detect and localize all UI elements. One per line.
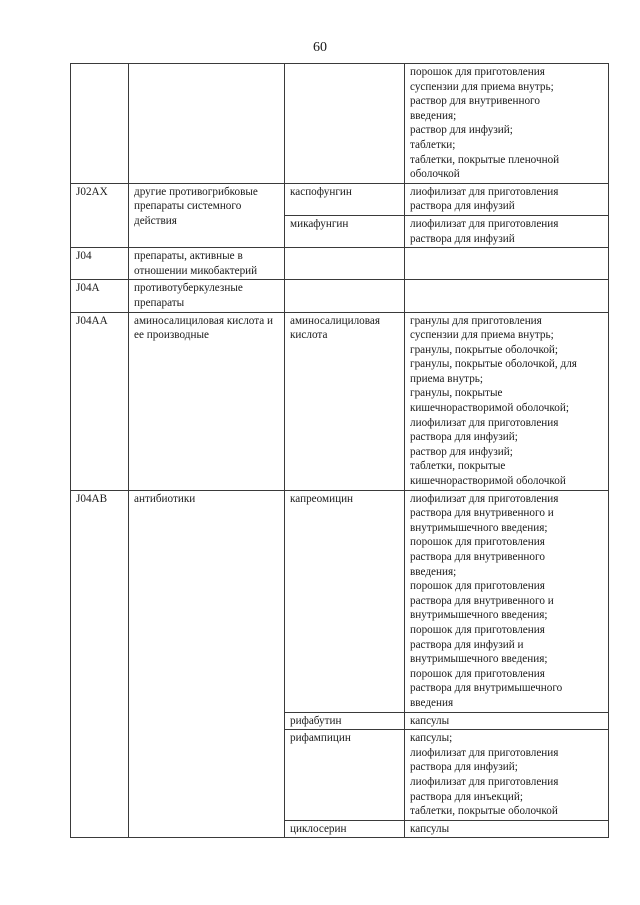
substance-cell bbox=[285, 248, 405, 280]
group-cell: препараты, активные в отношении микобактерий bbox=[129, 248, 285, 280]
substance-cell: рифабутин bbox=[285, 712, 405, 730]
dosage-form-line: внутримышечного введения; bbox=[410, 653, 548, 666]
dosage-form-line: гранулы, покрытые оболочкой; bbox=[410, 343, 559, 356]
substance-cell: капреомицин bbox=[285, 490, 405, 712]
table-row bbox=[71, 248, 609, 280]
dosage-form-line: лиофилизат для приготовления bbox=[410, 775, 559, 788]
dosage-form-line: раствора для инъекций; bbox=[410, 790, 524, 803]
group-cell: аминосалициловая кислота и ее производные bbox=[129, 312, 285, 490]
dosage-form-line: приема внутрь; bbox=[410, 372, 483, 385]
dosage-form-line: раствора для внутривенного bbox=[410, 551, 545, 563]
dosage-forms-cell bbox=[405, 730, 609, 821]
medicines-table bbox=[70, 63, 609, 838]
atc-code-cell: J04A bbox=[71, 280, 129, 312]
dosage-forms-cell bbox=[405, 280, 609, 312]
dosage-forms-cell bbox=[405, 248, 609, 280]
dosage-form-line: раствора для инфузий; bbox=[410, 431, 518, 444]
dosage-forms-cell bbox=[405, 183, 609, 215]
dosage-form-line: таблетки, покрытые оболочкой bbox=[410, 805, 558, 818]
dosage-form-line: кишечнорастворимой оболочкой bbox=[410, 475, 566, 488]
dosage-form-line: порошок для приготовления bbox=[410, 580, 545, 593]
dosage-form-line: суспензии для приема внутрь; bbox=[410, 329, 554, 342]
substance-cell: аминосалициловая кислота bbox=[285, 312, 405, 490]
group-cell: противотуберкулезные препараты bbox=[129, 280, 285, 312]
dosage-form-line: раствора для инфузий; bbox=[410, 761, 518, 774]
dosage-form-line: порошок для приготовления bbox=[410, 536, 545, 549]
dosage-form-line: капсулы bbox=[410, 714, 450, 727]
dosage-form-line: порошок для приготовления bbox=[410, 667, 545, 680]
dosage-form-line: гранулы для приготовления bbox=[410, 314, 542, 327]
dosage-form-line: капсулы; bbox=[410, 732, 453, 745]
table-row bbox=[71, 280, 609, 312]
atc-code-cell: J02AX bbox=[71, 183, 129, 247]
substance-cell: каспофунгин bbox=[285, 183, 405, 215]
dosage-forms-cell bbox=[405, 64, 609, 184]
dosage-form-line: порошок для приготовления bbox=[410, 623, 545, 636]
dosage-forms-cell bbox=[405, 820, 609, 838]
dosage-form-line: гранулы, покрытые оболочкой, для bbox=[410, 358, 577, 371]
atc-code-cell bbox=[71, 64, 129, 184]
dosage-form-line: лиофилизат для приготовления bbox=[410, 416, 559, 429]
atc-code-cell: J04AB bbox=[71, 490, 129, 838]
substance-cell: циклосерин bbox=[285, 820, 405, 838]
dosage-form-line: раствора для внутривенного и bbox=[410, 507, 554, 520]
dosage-form-line: таблетки; bbox=[410, 138, 456, 151]
dosage-form-line: порошок для приготовления bbox=[410, 66, 545, 78]
dosage-form-line: таблетки, покрытые пленочной bbox=[410, 153, 560, 166]
substance-cell: рифампицин bbox=[285, 730, 405, 821]
dosage-forms-cell bbox=[405, 712, 609, 730]
group-cell bbox=[129, 64, 285, 184]
dosage-form-line: введения; bbox=[410, 109, 457, 122]
group-cell: антибиотики bbox=[129, 490, 285, 838]
atc-code-cell: J04 bbox=[71, 248, 129, 280]
substance-cell bbox=[285, 64, 405, 184]
dosage-form-line: лиофилизат для приготовления bbox=[410, 492, 559, 505]
table-row bbox=[71, 183, 609, 215]
dosage-form-line: раствора для внутримышечного bbox=[410, 682, 563, 695]
dosage-forms-cell bbox=[405, 215, 609, 247]
dosage-form-line: введения bbox=[410, 696, 454, 709]
dosage-form-line: оболочкой bbox=[410, 168, 460, 181]
dosage-form-line: гранулы, покрытые bbox=[410, 387, 503, 400]
dosage-form-line: капсулы bbox=[410, 822, 450, 835]
substance-cell: микафунгин bbox=[285, 215, 405, 247]
dosage-form-line: раствор для инфузий; bbox=[410, 445, 513, 458]
dosage-form-line: таблетки, покрытые bbox=[410, 460, 506, 473]
dosage-form-line: лиофилизат для приготовления bbox=[410, 217, 559, 230]
dosage-form-line: лиофилизат для приготовления bbox=[410, 185, 559, 198]
dosage-forms-cell bbox=[405, 312, 609, 490]
page-number: 60 bbox=[313, 40, 327, 55]
dosage-form-line: введения; bbox=[410, 565, 457, 578]
dosage-form-line: раствора для внутривенного и bbox=[410, 594, 554, 607]
dosage-form-line: кишечнорастворимой оболочкой; bbox=[410, 402, 569, 415]
dosage-form-line: внутримышечного введения; bbox=[410, 521, 548, 534]
dosage-form-line: раствор для внутривенного bbox=[410, 95, 540, 108]
atc-code-cell: J04AA bbox=[71, 312, 129, 490]
dosage-form-line: раствора для инфузий bbox=[410, 232, 515, 245]
dosage-form-line: раствора для инфузий и bbox=[410, 638, 524, 651]
dosage-form-line: суспензии для приема внутрь; bbox=[410, 80, 554, 93]
table-row bbox=[71, 490, 609, 712]
dosage-form-line: раствора для инфузий bbox=[410, 200, 515, 213]
dosage-form-line: раствор для инфузий; bbox=[410, 124, 513, 137]
table-row bbox=[71, 64, 609, 184]
table-row bbox=[71, 312, 609, 490]
dosage-forms-cell bbox=[405, 490, 609, 712]
dosage-form-line: внутримышечного введения; bbox=[410, 609, 548, 622]
group-cell: другие противогрибковые препараты системного действия bbox=[129, 183, 285, 247]
dosage-form-line: лиофилизат для приготовления bbox=[410, 746, 559, 759]
substance-cell bbox=[285, 280, 405, 312]
